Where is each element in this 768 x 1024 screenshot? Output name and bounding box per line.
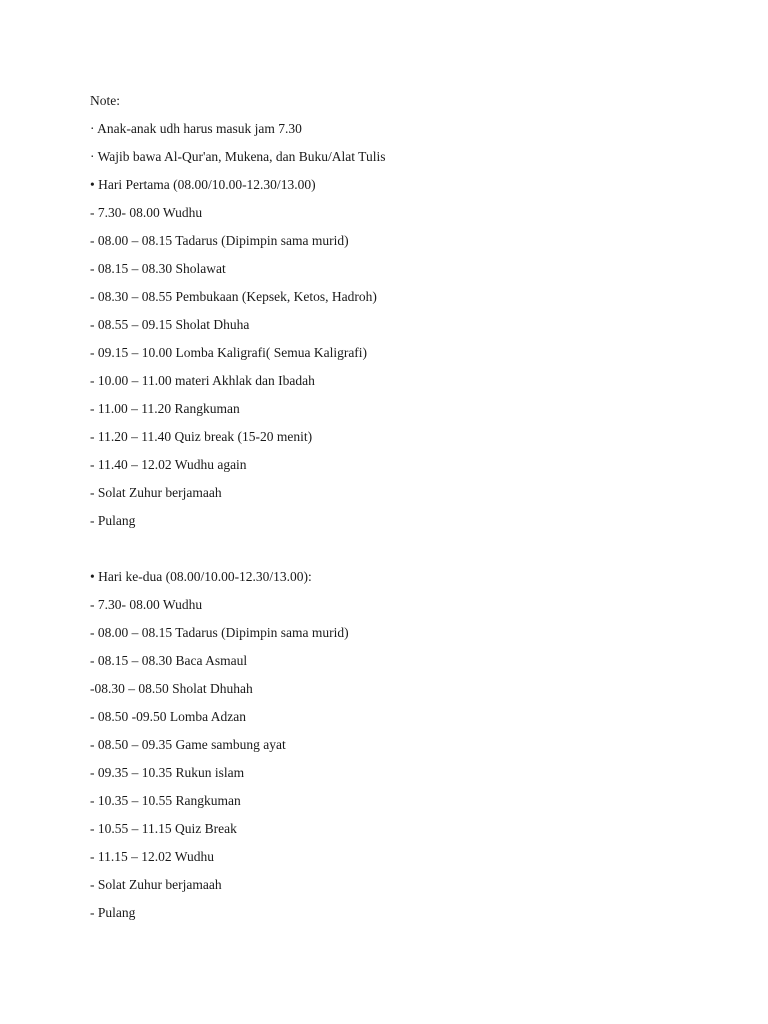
note-item: · Anak-anak udh harus masuk jam 7.30 [90, 121, 302, 136]
schedule-item: - 08.00 – 08.15 Tadarus (Dipimpin sama murid) [90, 233, 349, 248]
schedule-item: - 10.55 – 11.15 Quiz Break [90, 821, 237, 836]
schedule-item: - Pulang [90, 905, 136, 920]
schedule-item: - 08.55 – 09.15 Sholat Dhuha [90, 317, 250, 332]
schedule-item: - 11.40 – 12.02 Wudhu again [90, 457, 247, 472]
schedule-item: - 11.15 – 12.02 Wudhu [90, 849, 214, 864]
schedule-item: - 10.00 – 11.00 materi Akhlak dan Ibadah [90, 373, 315, 388]
schedule-item: - 7.30- 08.00 Wudhu [90, 597, 203, 612]
note-item: · Wajib bawa Al-Qur'an, Mukena, dan Buku/Alat Tulis [90, 149, 386, 164]
schedule-item: - Pulang [90, 513, 136, 528]
schedule-item: - 08.30 – 08.55 Pembukaan (Kepsek, Ketos, Hadroh) [90, 289, 377, 304]
schedule-item: - 08.15 – 08.30 Baca Asmaul [90, 653, 248, 668]
schedule-item: - 09.15 – 10.00 Lomba Kaligrafi( Semua Kaligrafi) [90, 345, 368, 360]
schedule-item: - 08.50 – 09.35 Game sambung ayat [90, 737, 286, 752]
schedule-item: - 7.30- 08.00 Wudhu [90, 205, 203, 220]
schedule-item: - 08.15 – 08.30 Sholawat [90, 261, 226, 276]
schedule-item: - 11.20 – 11.40 Quiz break (15-20 menit) [90, 429, 313, 444]
schedule-item: - Solat Zuhur berjamaah [90, 485, 222, 500]
schedule-item: - 08.00 – 08.15 Tadarus (Dipimpin sama murid) [90, 625, 349, 640]
note-heading: Note: [90, 93, 120, 108]
schedule-item: - 08.50 -09.50 Lomba Adzan [90, 709, 246, 724]
schedule-item: - 09.35 – 10.35 Rukun islam [90, 765, 245, 780]
day2-heading: • Hari ke-dua (08.00/10.00-12.30/13.00): [90, 569, 312, 584]
schedule-item: - Solat Zuhur berjamaah [90, 877, 222, 892]
day1-heading: • Hari Pertama (08.00/10.00-12.30/13.00) [90, 177, 316, 192]
section-spacer [90, 538, 730, 566]
schedule-item: - 11.00 – 11.20 Rangkuman [90, 401, 240, 416]
schedule-item: - 10.35 – 10.55 Rangkuman [90, 793, 241, 808]
schedule-item: -08.30 – 08.50 Sholat Dhuhah [90, 681, 253, 696]
document-body [90, 90, 730, 930]
